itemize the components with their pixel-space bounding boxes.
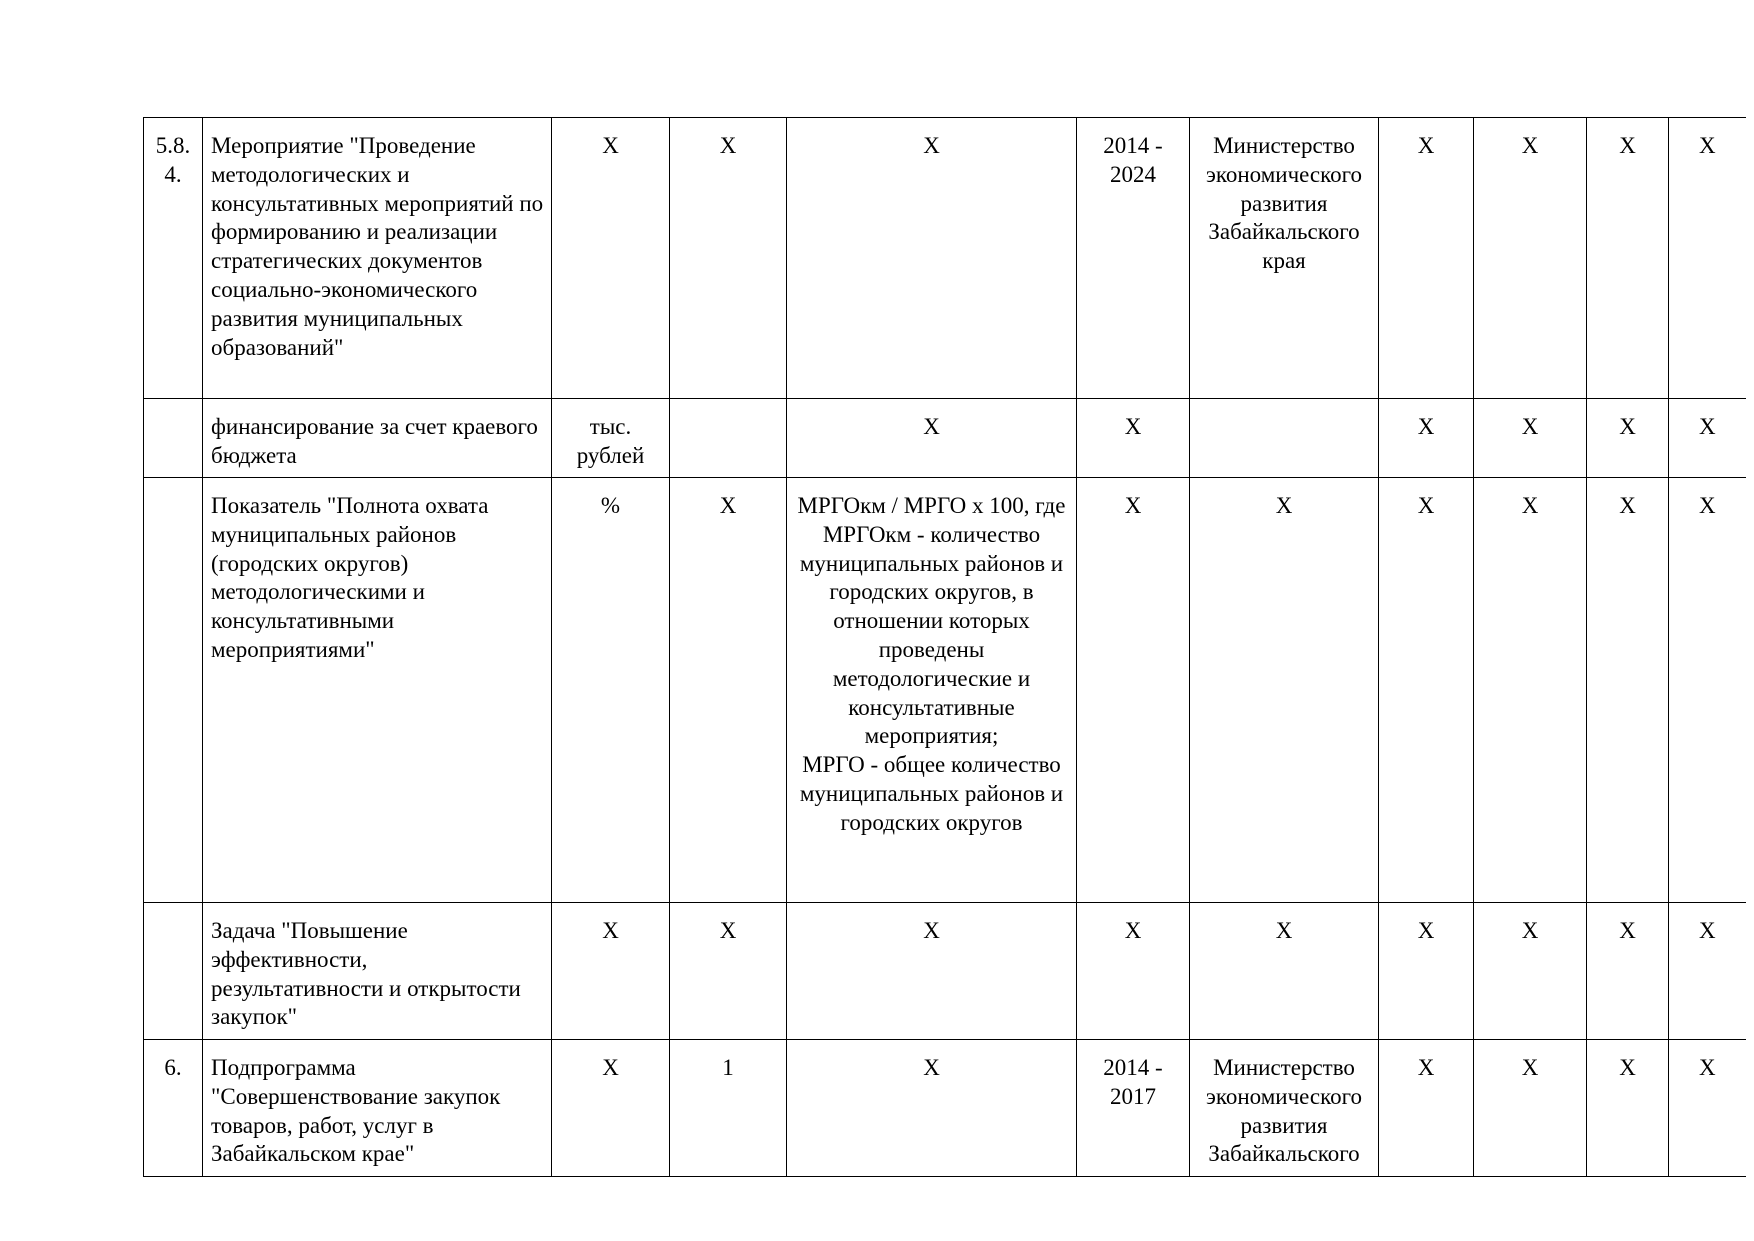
row-year-4: X (1669, 118, 1746, 399)
row-executor: X (1190, 903, 1379, 1040)
row-name: финансирование за счет краевого бюджета (203, 399, 552, 478)
row-period: 2014 - 2017 (1077, 1040, 1190, 1177)
row-year-1: X (1379, 903, 1474, 1040)
row-executor (1190, 399, 1379, 478)
row-unit: % (552, 478, 670, 903)
row-period: X (1077, 399, 1190, 478)
row-method: X (787, 399, 1077, 478)
row-year-1: X (1379, 478, 1474, 903)
row-year-3: X (1587, 1040, 1669, 1177)
row-executor: Министерство экономического развития Забайкальского (1190, 1040, 1379, 1177)
row-year-4: X (1669, 1040, 1746, 1177)
row-unit: тыс. рублей (552, 399, 670, 478)
row-year-3: X (1587, 399, 1669, 478)
row-executor: Министерство экономического развития Забайкальского края (1190, 118, 1379, 399)
row-year-3: X (1587, 118, 1669, 399)
row-year-4: X (1669, 399, 1746, 478)
row-unit: X (552, 118, 670, 399)
row-method: МРГОкм / МРГО x 100, где МРГОкм - количество муниципальных районов и городских округов, в отношении которых проведены методологические и консультативные мероприятия; МРГО - общее количество муниципальных районов и городских округов (787, 478, 1077, 903)
table-row (144, 478, 1746, 903)
row-value: X (670, 118, 787, 399)
row-year-2: X (1474, 118, 1587, 399)
row-number: 6. (144, 1040, 203, 1177)
row-value (670, 399, 787, 478)
row-year-4: X (1669, 478, 1746, 903)
row-year-2: X (1474, 399, 1587, 478)
row-year-2: X (1474, 903, 1587, 1040)
row-name: Задача "Повышение эффективности, результативности и открытости закупок" (203, 903, 552, 1040)
row-unit: X (552, 1040, 670, 1177)
row-method: X (787, 1040, 1077, 1177)
row-year-3: X (1587, 903, 1669, 1040)
row-period: 2014 - 2024 (1077, 118, 1190, 399)
table-row (144, 1040, 1746, 1177)
row-value: X (670, 478, 787, 903)
row-number (144, 478, 203, 903)
row-executor: X (1190, 478, 1379, 903)
row-year-2: X (1474, 1040, 1587, 1177)
row-number: 5.8. 4. (144, 118, 203, 399)
table-row (144, 118, 1746, 399)
row-value: 1 (670, 1040, 787, 1177)
row-year-1: X (1379, 118, 1474, 399)
row-method: X (787, 903, 1077, 1040)
row-name: Подпрограмма "Совершенствование закупок товаров, работ, услуг в Забайкальском крае" (203, 1040, 552, 1177)
row-year-1: X (1379, 1040, 1474, 1177)
table-row (144, 903, 1746, 1040)
row-year-3: X (1587, 478, 1669, 903)
row-number (144, 903, 203, 1040)
program-table (143, 117, 1746, 1177)
row-number (144, 399, 203, 478)
row-year-4: X (1669, 903, 1746, 1040)
row-name: Мероприятие "Проведение методологических и консультативных мероприятий по формированию и реализации стратегических документов социально-экономического развития муниципальных образований" (203, 118, 552, 399)
row-name: Показатель "Полнота охвата муниципальных районов (городских округов) методологическими и консультативными мероприятиями" (203, 478, 552, 903)
row-unit: X (552, 903, 670, 1040)
row-period: X (1077, 478, 1190, 903)
row-year-1: X (1379, 399, 1474, 478)
row-method: X (787, 118, 1077, 399)
row-year-2: X (1474, 478, 1587, 903)
table-row (144, 399, 1746, 478)
row-period: X (1077, 903, 1190, 1040)
row-value: X (670, 903, 787, 1040)
